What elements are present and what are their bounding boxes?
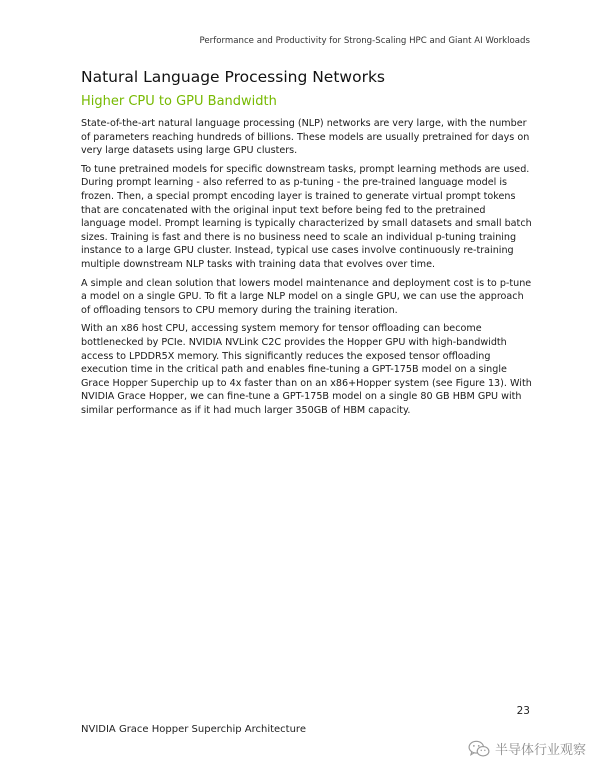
- wechat-icon: [468, 740, 490, 758]
- paragraph: State-of-the-art natural language processing (NLP) networks are very large, with the number of parameters reaching hundreds of billions. These models are usually pretrained for days on very large datasets using large GPU clusters.: [81, 118, 530, 157]
- paragraph: A simple and clean solution that lowers model maintenance and deployment cost is to p-tune a model on a single GPU. To fit a large NLP model on a single GPU, we can use the approach of offloading tensors to CPU memory during the training iteration.: [81, 277, 532, 316]
- section-title: Natural Language Processing Networks: [81, 68, 386, 86]
- watermark: [468, 739, 586, 758]
- paragraph: With an x86 host CPU, accessing system memory for tensor offloading can become bottlenecked by PCIe. NVIDIA NVLink C2C provides the Hopper GPU with high-bandwidth access to LPDDR5X memory. This significantly reduces the exposed tensor offloading execution time in the critical path and enables fine-tuning a GPT-175B model on a single Grace Hopper Superchip up to 4x faster than on an x86+Hopper system (see Figure 13). With NVIDIA Grace Hopper, we can fine-tune a GPT-175B model on a single 80 GB HBM GPU with similar performance as if it had much larger 350GB of HBM capacity.: [81, 323, 532, 416]
- page-number: 23: [516, 705, 530, 717]
- watermark-text: 半导体行业观察: [494, 743, 586, 758]
- body-text: [81, 117, 533, 422]
- footer-document-title: NVIDIA Grace Hopper Superchip Architecture: [81, 724, 306, 735]
- paragraph: To tune pretrained models for specific downstream tasks, prompt learning methods are used. During prompt learning - also referred to as p-tuning - the pre-trained language model is frozen. Then, a special prompt encoding layer is trained to generate virtual prompt tokens that are concatenated with the original input text before being fed to the pretrained language model. Prompt learning is typically characterized by small datasets and small batch sizes. Training is fast and there is no business need to scale an individual p-tuning training instance to a large GPU cluster. Instead, typical use cases involve continuously re-training multiple downstream NLP tasks with training data that evolves over time.: [81, 163, 532, 270]
- subsection-title: Higher CPU to GPU Bandwidth: [81, 94, 277, 109]
- running-header: Performance and Productivity for Strong-Scaling HPC and Giant AI Workloads: [199, 36, 530, 46]
